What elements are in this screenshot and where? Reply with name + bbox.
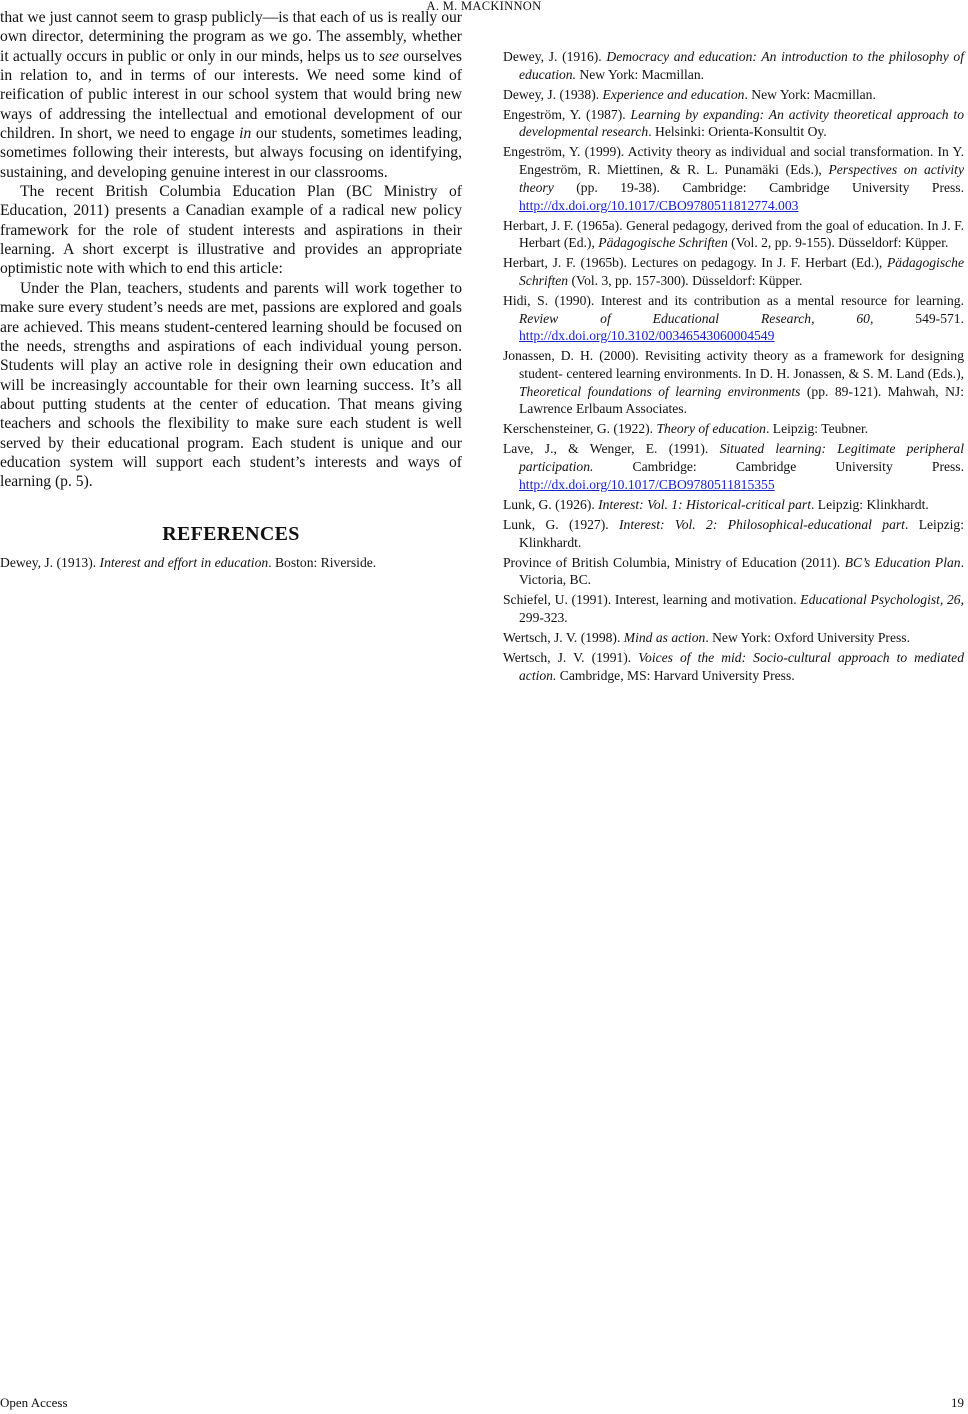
reference-entry bbox=[503, 554, 964, 589]
reference-entry bbox=[503, 106, 964, 141]
text-run: . New York: Macmillan. bbox=[744, 86, 876, 102]
reference-entry bbox=[503, 254, 964, 289]
italic-title: Review of Educational Research, 60, bbox=[519, 310, 874, 326]
text-run: The recent British Columbia Education Plan (BC Ministry of Education, 2011) presents a Canadian example of a radical new policy framework for the role of student interests and aspirations in their learning. A short excerpt is illustrative and provides an appropriate optimistic note with which to end this article: bbox=[0, 183, 462, 278]
text-run: (Vol. 3, pp. 157-300). Düsseldorf: Küpper. bbox=[568, 272, 803, 288]
italic-title: see bbox=[378, 47, 399, 65]
italic-title: Democracy and education: An introduction to the philosophy of education. bbox=[519, 49, 964, 82]
reference-entry bbox=[503, 292, 964, 345]
text-run: Herbart, J. F. (1965a). General pedagogy, derived from the goal of education. In J. F. Herbart (Ed.), bbox=[503, 217, 964, 251]
text-run: Lunk, G. (1926). bbox=[503, 496, 599, 512]
text-run: 299-323. bbox=[519, 609, 568, 625]
text-run: ourselves in relation to, and in terms of our interests. We need some kind of reification of public interest in our school system that would bring new ways of addressing the intellectual and emotional development of our children. In short, we need to engage bbox=[0, 47, 462, 143]
italic-title: Learning by expanding: An activity theoretical approach to developmental research bbox=[519, 106, 964, 140]
text-run: . Boston: Riverside. bbox=[268, 554, 377, 570]
reference-entry bbox=[503, 48, 964, 83]
text-run: . Leipzig: Klinkhardt. bbox=[810, 496, 929, 512]
text-run: Kerschensteiner, G. (1922). bbox=[503, 421, 657, 437]
reference-entry bbox=[503, 440, 964, 493]
text-run: . Leipzig: Teubner. bbox=[765, 421, 869, 437]
body-paragraph bbox=[0, 8, 462, 182]
doi-link[interactable]: http://dx.doi.org/10.1017/CBO9780511815355 bbox=[519, 476, 775, 492]
text-run: Dewey, J. (1913). bbox=[0, 554, 100, 570]
italic-title: Theory of education bbox=[656, 421, 766, 437]
text-run: Lunk, G. (1927). bbox=[503, 516, 620, 532]
text-run: Cambridge, MS: Harvard University Press. bbox=[556, 667, 795, 683]
italic-title: Educational Psychologist, 26, bbox=[800, 592, 964, 608]
italic-title: Perspectives on activity theory bbox=[519, 162, 964, 195]
doi-link[interactable]: http://dx.doi.org/10.3102/00346543060004549 bbox=[519, 328, 775, 344]
text-run: Cambridge: Cambridge University Press. bbox=[593, 459, 964, 475]
running-head: A. M. MACKINNON bbox=[426, 0, 542, 13]
text-run: Wertsch, J. V. (1998). bbox=[503, 629, 624, 645]
text-run: . New York: Oxford University Press. bbox=[705, 629, 910, 645]
text-run: our students, sometimes leading, sometimes following their interests, but always focusing on identifying, sustaining, and developing genuine interest in our classrooms. bbox=[0, 125, 463, 181]
reference-entry bbox=[503, 347, 964, 418]
text-run: Schiefel, U. (1991). Interest, learning and motivation. bbox=[503, 592, 801, 608]
text-run: Lave, J., & Wenger, E. (1991). bbox=[503, 441, 720, 457]
text-run: Hidi, S. (1990). Interest and its contribution as a mental resource for learning. bbox=[503, 292, 964, 308]
italic-title: Situated learning: Legitimate peripheral participation. bbox=[519, 441, 965, 475]
reference-entry bbox=[503, 516, 964, 551]
left-column bbox=[0, 8, 462, 574]
reference-entry bbox=[503, 86, 964, 104]
italic-title: Pädagogische Schriften bbox=[519, 255, 964, 288]
reference-entry bbox=[503, 649, 964, 684]
text-run: Dewey, J. (1938). bbox=[503, 86, 603, 102]
italic-title: in bbox=[239, 125, 252, 143]
page-number: 19 bbox=[951, 1395, 964, 1410]
reference-entry bbox=[503, 496, 964, 514]
text-run: Engeström, Y. (1999). Activity theory as individual and social transformation. In Y. Engeström, R. Miettinen, & R. L. Punamäki (Eds.), bbox=[503, 144, 964, 178]
reference-entry bbox=[503, 420, 964, 438]
text-run: Under the Plan, teachers, students and parents will work together to make sure every student’s needs are met, passions are explored and goals are achieved. This means student-centered learning should be focused on the needs, strengths and aspirations of each individual young person. Students will play an active role in designing their own education and will be increasingly accountable for their own learning success. It’s all about putting students at the center of education. That means giving teachers and schools the flexibility to make sure each student is well served by their educational program. Each student is unique and our education system will support each student’s interests and ways of learning (p. 5). bbox=[0, 279, 462, 491]
text-run: 549-571. bbox=[873, 310, 964, 326]
italic-title: BC’s Education Plan bbox=[844, 554, 961, 570]
reference-entry bbox=[503, 629, 964, 647]
footer-open-access: Open Access bbox=[0, 1395, 68, 1410]
italic-title: Interest and effort in education bbox=[99, 554, 269, 570]
reference-entry bbox=[503, 217, 964, 252]
text-run: Jonassen, D. H. (2000). Revisiting activity theory as a framework for designing student- centered learning environments. In D. H. Jonassen, & S. M. Land (Eds.), bbox=[503, 348, 964, 382]
italic-title: Experience and education bbox=[602, 86, 745, 102]
text-run: Wertsch, J. V. (1991). bbox=[503, 649, 639, 665]
text-run: (pp. 19-38). Cambridge: Cambridge University Press. bbox=[553, 179, 964, 195]
reference-entry bbox=[503, 143, 964, 214]
text-run: Engeström, Y. (1987). bbox=[503, 106, 631, 122]
text-run: . Helsinki: Orienta-Konsultit Oy. bbox=[648, 124, 827, 140]
italic-title: Interest: Vol. 2: Philosophical-educational part bbox=[619, 516, 905, 532]
text-run: (Vol. 2, pp. 9-155). Düsseldorf: Küpper. bbox=[727, 235, 949, 251]
text-run: New York: Macmillan. bbox=[576, 66, 705, 82]
text-run: . Leipzig: Klinkhardt. bbox=[519, 516, 964, 550]
italic-title: Pädagogische Schriften bbox=[598, 235, 728, 251]
text-run: Dewey, J. (1916). bbox=[503, 49, 607, 64]
references-heading: REFERENCES bbox=[162, 522, 300, 545]
doi-link[interactable]: http://dx.doi.org/10.1017/CBO9780511812774.003 bbox=[519, 197, 799, 213]
italic-title: Theoretical foundations of learning environments bbox=[519, 383, 801, 399]
italic-title: Interest: Vol. 1: Historical-critical part bbox=[598, 496, 811, 512]
reference-entry bbox=[503, 591, 964, 626]
text-run: Province of British Columbia, Ministry of Education (2011). bbox=[503, 554, 845, 570]
right-column-references bbox=[503, 48, 964, 687]
text-run: that we just cannot seem to grasp publicly—is that each of us is really our own director, determining the program as we go. The assembly, whether it actually occurs in public or only in our minds, helps us to bbox=[0, 9, 462, 65]
italic-title: Mind as action bbox=[623, 629, 706, 645]
text-run: . Victoria, BC. bbox=[519, 554, 964, 588]
italic-title: Voices of the mid: Socio-cultural approach to mediated action. bbox=[519, 649, 964, 683]
text-run: Herbart, J. F. (1965b). Lectures on pedagogy. In J. F. Herbart (Ed.), bbox=[503, 255, 887, 271]
text-run: (pp. 89-121). Mahwah, NJ: Lawrence Erlbaum Associates. bbox=[519, 383, 964, 417]
quoted-paragraph bbox=[0, 279, 462, 492]
body-paragraph bbox=[0, 182, 462, 279]
reference-entry bbox=[0, 554, 462, 572]
